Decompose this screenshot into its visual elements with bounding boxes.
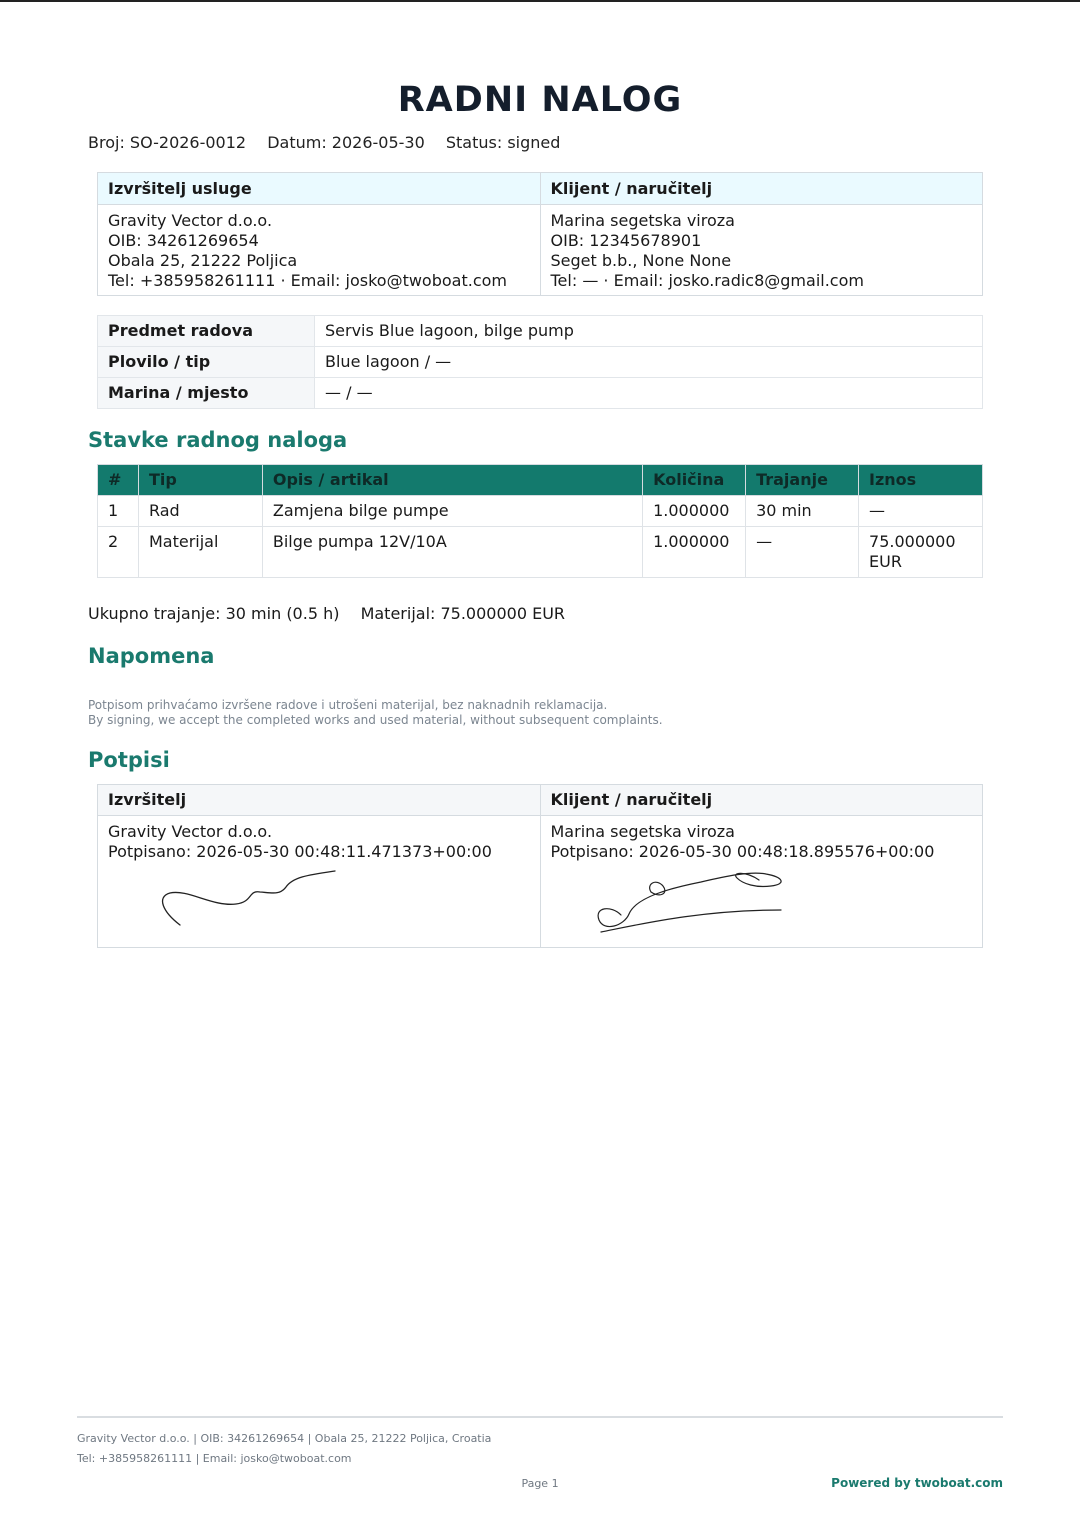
client-signature-heading: Klijent / naručitelj xyxy=(540,785,983,816)
table-row xyxy=(98,496,983,527)
powered-by: Powered by twoboat.com xyxy=(831,1476,1003,1490)
order-date: Datum: 2026-05-30 xyxy=(267,133,425,152)
provider-heading: Izvršitelj usluge xyxy=(98,173,541,205)
detail-label: Marina / mjesto xyxy=(98,378,315,409)
provider-signed-at: Potpisano: 2026-05-30 00:48:11.471373+00:00 xyxy=(108,842,492,861)
totals xyxy=(88,604,581,623)
detail-row xyxy=(98,378,983,409)
provider-oib: OIB: 34261269654 xyxy=(108,231,259,250)
cell-duration: — xyxy=(746,527,859,578)
cell-amount: 75.000000 EUR xyxy=(859,527,983,578)
client-signer-name: Marina segetska viroza xyxy=(550,822,735,841)
footer-line-1: Gravity Vector d.o.o. | OIB: 34261269654 | Obala 25, 21222 Poljica, Croatia xyxy=(77,1432,492,1445)
note-line-en: By signing, we accept the completed works and used material, without subsequent complaints. xyxy=(88,713,663,727)
provider-contact: Tel: +385958261111 · Email: josko@twoboat.com xyxy=(108,271,507,290)
column-header: # xyxy=(98,465,139,496)
client-contact: Tel: — · Email: josko.radic8@gmail.com xyxy=(550,271,864,290)
order-number: Broj: SO-2026-0012 xyxy=(88,133,247,152)
provider-signature-cell xyxy=(98,816,541,948)
provider-signature-image xyxy=(108,862,348,932)
cell-index: 2 xyxy=(98,527,139,578)
cell-index: 1 xyxy=(98,496,139,527)
cell-type: Rad xyxy=(138,496,262,527)
client-oib: OIB: 12345678901 xyxy=(550,231,702,250)
column-header: Tip xyxy=(138,465,262,496)
footer-divider xyxy=(77,1416,1003,1418)
column-header: Iznos xyxy=(859,465,983,496)
detail-label: Plovilo / tip xyxy=(98,347,315,378)
detail-row xyxy=(98,316,983,347)
table-row xyxy=(98,527,983,578)
note-heading: Napomena xyxy=(88,644,215,668)
cell-quantity: 1.000000 xyxy=(643,527,746,578)
details-table xyxy=(97,315,983,409)
cell-amount: — xyxy=(859,496,983,527)
provider-signer-name: Gravity Vector d.o.o. xyxy=(108,822,273,841)
top-border xyxy=(0,0,1080,2)
client-signed-at: Potpisano: 2026-05-30 00:48:18.895576+00:00 xyxy=(550,842,935,861)
cell-quantity: 1.000000 xyxy=(643,496,746,527)
provider-info xyxy=(98,205,541,296)
column-header: Opis / artikal xyxy=(262,465,642,496)
provider-signature-heading: Izvršitelj xyxy=(98,785,541,816)
client-name: Marina segetska viroza xyxy=(550,211,735,230)
signatures-heading: Potpisi xyxy=(88,748,170,772)
client-info xyxy=(540,205,983,296)
client-signature-cell xyxy=(540,816,983,948)
detail-row xyxy=(98,347,983,378)
items-table xyxy=(97,464,983,578)
detail-value: — / — xyxy=(315,378,983,409)
note-text xyxy=(88,698,663,728)
cell-duration: 30 min xyxy=(746,496,859,527)
items-heading: Stavke radnog naloga xyxy=(88,428,348,452)
footer-company-info xyxy=(77,1429,491,1469)
document-title: RADNI NALOG xyxy=(397,80,683,120)
client-address: Seget b.b., None None xyxy=(550,251,732,270)
parties-table xyxy=(97,172,983,296)
cell-description: Bilge pumpa 12V/10A xyxy=(262,527,642,578)
column-header: Količina xyxy=(643,465,746,496)
signatures-table xyxy=(97,784,983,948)
order-status: Status: signed xyxy=(445,133,561,152)
column-header: Trajanje xyxy=(746,465,859,496)
provider-address: Obala 25, 21222 Poljica xyxy=(108,251,298,270)
footer-line-2: Tel: +385958261111 | Email: josko@twoboat.com xyxy=(77,1452,352,1465)
detail-label: Predmet radova xyxy=(98,316,315,347)
note-line-hr: Potpisom prihvaćamo izvršene radove i utrošeni materijal, bez naknadnih reklamacija. xyxy=(88,698,608,712)
page-number: Page 1 xyxy=(521,1477,559,1490)
total-material: Materijal: 75.000000 EUR xyxy=(360,604,566,623)
client-signature-image xyxy=(551,862,811,937)
cell-description: Zamjena bilge pumpe xyxy=(262,496,642,527)
items-header-row xyxy=(98,465,983,496)
detail-value: Blue lagoon / — xyxy=(315,347,983,378)
detail-value: Servis Blue lagoon, bilge pump xyxy=(315,316,983,347)
provider-name: Gravity Vector d.o.o. xyxy=(108,211,273,230)
cell-type: Materijal xyxy=(138,527,262,578)
document-meta xyxy=(88,133,576,152)
client-heading: Klijent / naručitelj xyxy=(540,173,983,205)
total-duration: Ukupno trajanje: 30 min (0.5 h) xyxy=(88,604,340,623)
